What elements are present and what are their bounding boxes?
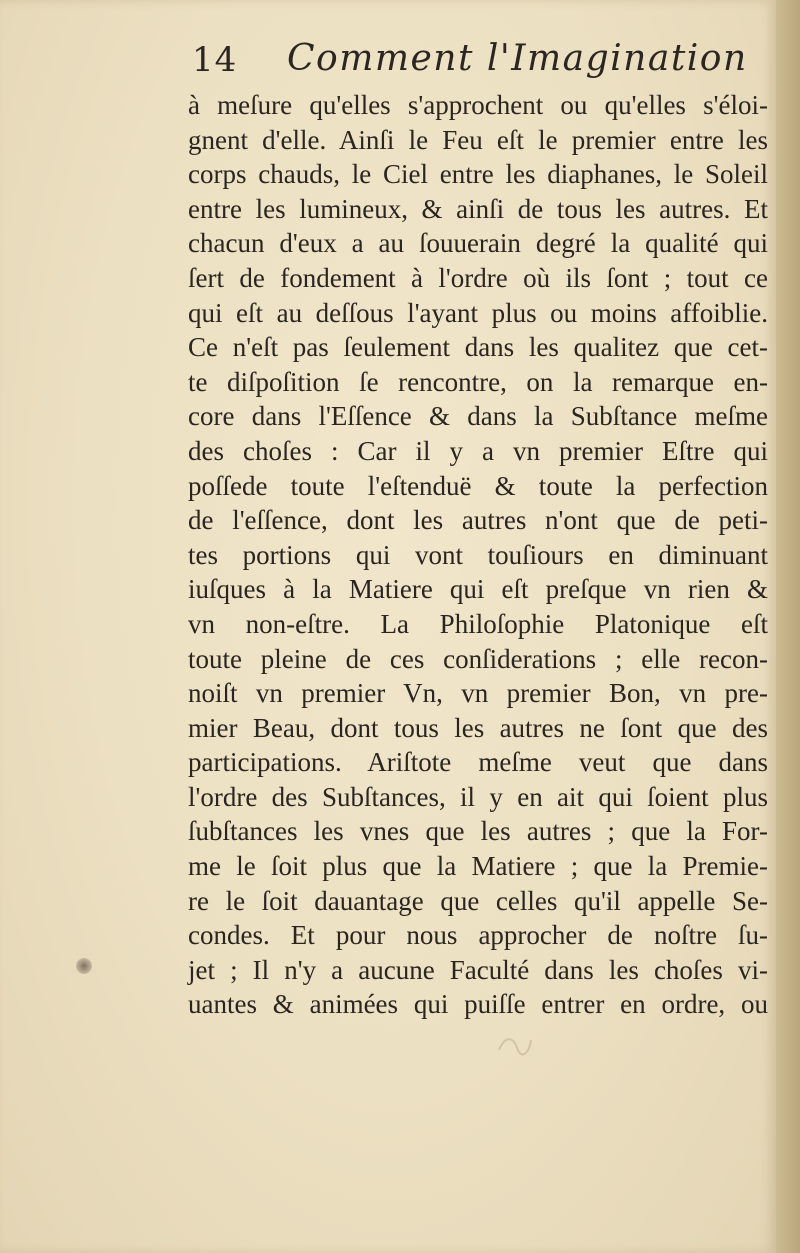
text-line: corps chauds, le Ciel entre les diaphanes, le Soleil [188, 159, 768, 190]
text-line: re le ſoit dauantage que celles qu'il appelle Se- [188, 885, 768, 916]
page-edge [776, 0, 800, 1253]
text-line: ſert de fondement à l'ordre où ils ſont ; tout ce [188, 262, 768, 293]
text-line: entre les lumineux, & ainſi de tous les autres. Et [188, 193, 768, 224]
text-line: mier Beau, dont tous les autres ne ſont que des [188, 712, 768, 743]
text-line: core dans l'Eſſence & dans la Subſtance meſme [188, 401, 768, 432]
text-line: poſſede toute l'eſtenduë & toute la perfection [188, 470, 768, 501]
text-line: iuſques à la Matiere qui eſt preſque vn rien & [188, 574, 768, 605]
text-line: ſubſtances les vnes que les autres ; que la For- [188, 816, 768, 847]
text-line: participations. Ariſtote meſme veut que dans [188, 747, 768, 778]
page-number: 14 [192, 40, 238, 80]
text-line: Ce n'eſt pas ſeulement dans les qualitez que cet- [188, 332, 768, 363]
text-line: vn non-eſtre. La Philoſophie Platonique eſt [188, 608, 768, 639]
text-line: gnent d'elle. Ainſi le Feu eſt le premier entre les [188, 124, 768, 155]
text-line: chacun d'eux a au ſouuerain degré la qualité qui [188, 228, 768, 259]
text-line: qui eſt au deſſous l'ayant plus ou moins affoiblie. [188, 297, 768, 328]
text-line: toute pleine de ces conſiderations ; elle recon- [188, 643, 768, 674]
body-text [188, 88, 768, 1022]
text-line: te diſpoſition ſe rencontre, on la remarque en- [188, 366, 768, 397]
text-line: uantes & animées qui puiſſe entrer en ordre, ou [188, 989, 768, 1020]
text-line: noiſt vn premier Vn, vn premier Bon, vn pre- [188, 678, 768, 709]
text-line: condes. Et pour nous approcher de noſtre ſu- [188, 920, 768, 951]
text-line: des choſes : Car il y a vn premier Eſtre qui [188, 435, 768, 466]
bleed-through-mark [495, 1030, 535, 1060]
text-line: de l'eſſence, dont les autres n'ont que de peti- [188, 505, 768, 536]
text-line: jet ; Il n'y a aucune Faculté dans les choſes vi- [188, 954, 768, 985]
text-line: me le ſoit plus que la Matiere ; que la Premie- [188, 851, 768, 882]
text-line: l'ordre des Subſtances, il y en ait qui ſoient plus [188, 781, 768, 812]
running-title: Comment l'Imagination [287, 38, 748, 79]
text-line: tes portions qui vont touſiours en diminuant [188, 539, 768, 570]
ink-stain [76, 958, 92, 974]
page-header [192, 36, 752, 86]
text-line: à meſure qu'elles s'approchent ou qu'elles s'éloi- [188, 90, 768, 120]
